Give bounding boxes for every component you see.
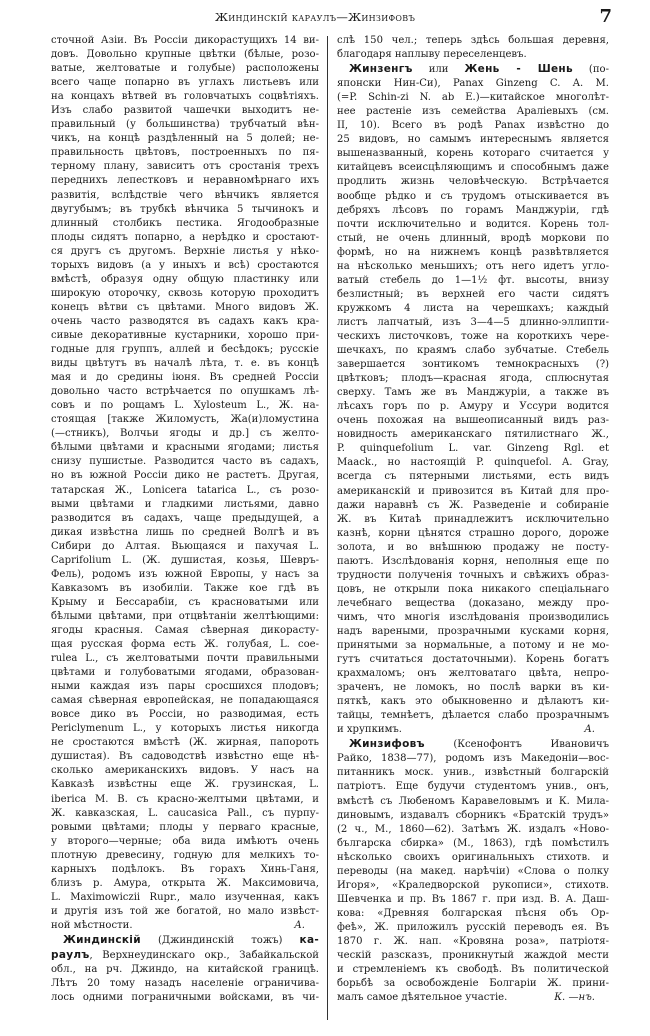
text-line: почти исключительно и водится. Корень тол- [337,218,609,230]
text-line: ческій разсказъ, проникнутый жаждой мести [337,950,609,962]
text-line: формѣ, но на нижнемъ концѣ развѣтвляется [337,246,609,258]
text-line: 25 видовъ, но самымъ интереснымъ является [337,134,609,146]
text-line: феѣ», Ж. приложилъ русскій переводъ ея. Въ [337,921,609,933]
text-line: Изъ слабо развитой чашечки выходитъ не- [51,105,319,117]
text-line: и другія изъ той же богатой, но мало извѣст- [51,905,319,917]
text-line: (=P. Schin-zi N. ab E.)—китайское многолѣт- [337,92,609,104]
text-line: виды цвѣтутъ въ началѣ лѣта, т. е. въ концѣ [51,358,319,370]
column-divider [327,36,328,1020]
text-line: сколько американскихъ видовъ. У насъ на [51,765,319,777]
text-line: питанникъ моск. унив., извѣстный болгарскій [337,767,609,779]
text-line: лось одними пограничными войсками, въ чи- [51,992,319,1004]
text-line: българска сбирка» (М., 1863), гдѣ помѣстилъ [337,837,609,849]
text-line: чимъ, что многія изслѣдованія производились [337,611,609,623]
text-line: чикъ, на концѣ раздѣленный на 5 долей; не- [51,133,319,145]
text-line: щая русская форма есть Ж. голубая, L. coe- [51,639,319,651]
text-line: цвѣтами и голубоватыми ягодами, образован- [51,667,319,679]
entry-last-text: малъ самое дѣятельное участіе. [337,992,508,1004]
text-line: кружкомъ 4 листа на черешкахъ; каждый [337,302,609,314]
text-line: снизу пушистые. Разводится часто въ садахъ, [51,456,319,468]
text-line: ягоды красныя. Самая сѣверная дикорасту- [51,624,319,636]
text-line: безлистный; въ верхней его части сидятъ [337,288,609,300]
left-column-text [51,34,319,919]
text-line: мая и до средины іюня. Въ средней Россіи [51,372,319,384]
text-line: не сростаются вмѣстѣ (Ж. жирная, папороть [51,737,319,749]
author-signature: А. [294,919,305,931]
text-line: конецъ вѣтви съ цвѣтами. Много видовъ Ж. [51,301,319,313]
text-line: самая сѣверная европейская, не попадающаяся [51,695,319,707]
text-line: дикая извѣстна лишь по средней Волгѣ и въ [51,526,319,538]
headword-part: раулъ [51,949,90,962]
headword: Жинзенгъ [349,63,413,76]
text-line: ся другъ съ другомъ. Верхніе листья у нѣко- [51,245,319,257]
text-line: вообще рѣдко и съ трудомъ отыскивается въ [337,190,609,202]
text-line: японски Нин-Си), Panax Ginzeng C. A. M. [337,78,609,90]
headword-part: ка- [299,934,319,946]
text-line: цовъ, не открыли пока никакого спеціальнаго [337,583,609,595]
text-line: татарская Ж., Lonicera tatarica L., съ розо- [51,484,319,496]
continued-last-line: благодаря наплыву переселенцевъ. [337,49,527,61]
text-line: цвѣтковъ; плодъ—красная ягода, сплюснутая [337,373,609,385]
text-line: диновымъ, издавалъ сборникъ «Братскій трудъ» [337,809,609,821]
text-line: L. Maximowiczii Rupr., мало изученная, какъ [51,891,319,903]
entry-end-line [337,723,609,737]
text-line: американскій и привозится въ Китай для про- [337,485,609,497]
text-line: вовсе дико въ Россіи, но разводимая, есть [51,709,319,721]
text-line: плотную древесину, годную для мелкихъ то- [51,849,319,861]
text-line: ватые, желтоватые и голубые) расположены [51,63,319,75]
entry-zhinzifov-text [337,752,609,991]
text-line: у второго—черные; оба вида имѣютъ очень [51,835,319,847]
text-line: всегда съ пятерными листьями, есть видъ [337,471,609,483]
text-line: длинный столбикъ пестика. Ягодообразные [51,217,319,229]
text-line: надъ вареными, прозрачными кусками корня, [337,625,609,637]
text-line: выми цвѣтами и гладкими листьями, давно [51,498,319,510]
text-line: двугубымъ; въ трубкѣ вѣнчика 5 тычинокъ и [51,203,319,215]
text-line: дебряхъ лѣсовъ по горамъ Манджуріи, гдѣ [337,204,609,216]
entry-text: (по- [572,64,609,76]
text-line: Сибири до Алтая. Вьющаяся и пахучая L. [51,540,319,552]
running-head: Жиндинскій караулъ—Жинзифовъ [215,10,416,24]
headword-variant: (Джиндинскій тожъ) [140,935,300,946]
text-line: Ж. въ Китаѣ принадлежитъ исключительно [337,513,609,525]
entry-last-text: и хрупкимъ. [337,724,402,736]
left-column [51,34,319,1005]
text-line: rulea L., съ желтоватыми почти правильными [51,653,319,665]
entry-end-line [337,991,609,1005]
text-line: кова: «Древняя болгарская пѣсня объ Ор- [337,907,609,919]
entry-zhindinsky-text [51,963,319,1005]
text-line: всего чаще попарно въ углахъ листьевъ или [51,77,319,89]
text-line: трудности полученія точныхъ и свѣжихъ образ- [337,569,609,581]
entry-zhindinsky-second-line [51,948,319,963]
text-line: стый, не очень длинный, вродѣ моркови по [337,232,609,244]
entry-text: (Ксенофонтъ Ивановичъ [424,739,609,751]
text-line: слѣ 150 чел.; теперь здѣсь большая деревня, [337,35,609,46]
text-line: торыхъ видовъ (а у иныхъ и всѣ) сростаются [51,259,319,271]
headword-connector: или [412,64,465,76]
right-column [337,34,609,1005]
text-line: Ж. кавказская, L. caucasica Pall., съ пурпу- [51,807,319,819]
text-line: душистая). Въ садоводствѣ извѣстно еще нѣ- [51,751,319,763]
text-line: Кавказѣ извѣстны еще Ж. грузинская, L. [51,779,319,791]
text-line: правильный (у большинства) трубчатый вѣн- [51,119,319,131]
headword-alt: Жень - Шень [464,63,573,76]
text-line: завершается зонтикомъ темнокрасныхъ (?) [337,359,609,371]
text-line: разводится въ садахъ, чаще предыдущей, а [51,512,319,524]
text-line: китайцевъ всеисцѣляющимъ и способнымъ даже [337,162,609,174]
text-line: сточной Азіи. Въ Россіи дикорастущихъ 14 ви- [51,35,319,46]
text-line: золота, и во внѣшнюю продажу не посту- [337,541,609,553]
entry-text: , Верхнеудинскаго окр., Забайкальской [89,950,319,962]
entry-ginseng-first-line [337,62,609,77]
text-line: пяткѣ, какъ это обыкновенно и дѣлаютъ ки- [337,696,609,708]
text-line: тайцы, темнѣетъ, дѣлается слабо прозрачнымъ [337,710,609,722]
text-line: довольно часто встрѣчается по опушкамъ лѣ- [51,386,319,398]
text-line: на нѣсколько меньшихъ; отъ него идетъ угло- [337,260,609,272]
text-line: Maack., но настоящій P. quinquefol. A. Gray, [337,457,609,469]
text-line: широкую оторочку, сквозь которую проходитъ [51,287,319,299]
text-line: Лѣтъ 20 тому назадъ населеніе ограничива- [51,978,319,990]
continued-text [337,34,609,48]
text-line: лѣсахъ горъ по р. Амуру и Уссури водится [337,401,609,413]
author-signature: К. —нъ. [554,992,595,1004]
text-line: Caprifolium L. (Ж. душистая, козья, Шевръ- [51,554,319,566]
entry-zhinzifov-first-line [337,737,609,752]
text-line: Фель), родомъ изъ южной Европы, у насъ за [51,568,319,580]
text-line: II, 10). Всего въ родѣ Panax извѣстно до [337,120,609,132]
text-line: совъ и по рощамъ L. Xylosteum L., Ж. на- [51,400,319,412]
text-line: Periclymenum L., у которыхъ листья никогда [51,723,319,735]
entry-zhindinsky-first-line [51,933,319,948]
text-line: iberica M. B. съ красно-желтыми цвѣтами, и [51,793,319,805]
author-signature: А. [584,724,595,736]
text-line: годные для группъ, аллей и бесѣдокъ; русскіе [51,344,319,356]
page-number: 7 [599,6,612,27]
text-line: продлить жизнь человѣческую. Встрѣчается [337,176,609,188]
text-line: переводы (на макед. нарѣчіи) «Слова о полку [337,865,609,877]
text-line: нее растеніе изъ семейства Араліевыхъ (см. [337,106,609,118]
text-line: Шевченка и пр. Въ 1867 г. при изд. В. А. Даш- [337,893,609,905]
headword: Жинзифовъ [349,738,425,751]
text-line: вмѣстѣ, образуя одну общую пластинку или [51,273,319,285]
text-line: Крыму и Бессарабіи, съ красноватыми или [51,596,319,608]
text-line: обл., на рч. Джиндо, на китайской границѣ. [51,964,319,976]
text-line: шечкахъ, по краямъ слабо зубчатые. Стебель [337,345,609,357]
text-line: и стремленіемъ къ свободѣ. Въ политической [337,964,609,976]
text-line: ческихъ листочковъ, тоже на короткихъ чере- [337,330,609,342]
text-line: сивые декоративные кустарники, хорошо при- [51,329,319,341]
text-line: вышеназванный, корень котораго считается у [337,148,609,160]
text-line: Игоря», «Краледворской рукописи», стихотв. [337,879,609,891]
text-line: развитія, вслѣдствіе чего вѣнчикъ является [51,189,319,201]
text-line: гутъ считаться достаточными). Корень богатъ [337,654,609,666]
text-line: патріотъ. Еще будучи студентомъ унив., онъ, [337,781,609,793]
entry-ginseng-text [337,77,609,723]
text-line: бѣлыми цвѣтами, при отцвѣтаніи желтѣющими: [51,610,319,622]
text-line: Райко, 1838—77), родомъ изъ Македоніи—вос- [337,753,609,765]
text-line: нѣсколько своихъ оригинальныхъ стихотв. и [337,851,609,863]
headword: Жиндинскій [63,934,141,946]
text-line: но въ южной Россіи дико не растетъ. Другая, [51,470,319,482]
text-line: близъ р. Амура, открыта Ж. Максимовича, [51,877,319,889]
text-line: P. quinquefolium L. var. Ginzeng Rgl. et [337,443,609,455]
text-line: 1870 г. Ж. нап. «Кровяна роза», патріотя- [337,936,609,947]
entry-last-text: ной мѣстности. [51,919,133,931]
text-line: казнѣ, корни цѣнятся страшно дорого, дороже [337,527,609,539]
text-line: сверху. Тамъ же въ Манджуріи, а также въ [337,387,609,399]
page-header [40,8,620,28]
text-line: правильность цвѣтовъ, построенныхъ по пя- [51,147,319,159]
text-line: дажи наравнѣ съ Ж. Разведеніе и собираніе [337,499,609,511]
text-line: бѣлыми цвѣтами и красными ягодами; листья [51,442,319,454]
text-line: зраченъ, не ломокъ, но послѣ варки въ ки- [337,682,609,694]
text-line: ными каждая изъ пары сросшихся плодовъ; [51,681,319,693]
text-line: стоящая [также Жиломусть, Жа(и)ломустина [51,414,319,426]
text-line: на концахъ вѣтвей въ головчатыхъ соцвѣтіяхъ. [51,91,319,103]
text-line: переднихъ лепестковъ и неравномѣрнаго ихъ [51,175,319,187]
entry-end-line [51,919,319,933]
text-line: (2 ч., М., 1860—62). Затѣмъ Ж. издалъ «Ново- [337,823,609,835]
text-line: ватый стебель до 1—1½ фт. высоты, внизу [337,274,609,286]
text-line: листъ лапчатый, изъ 3—4—5 длинно-эллипти- [337,316,609,328]
text-line: терному плану, зависитъ отъ сростанія трехъ [51,161,319,173]
text-line: очень похожая на вышеописанный видъ раз- [337,415,609,427]
text-line: ровыми цвѣтами; плоды у перваго красные, [51,821,319,833]
text-line: крахмаломъ; онъ желтоватаго цвѣта, непро- [337,668,609,680]
text-line: Кавказомъ въ изобиліи. Также кое гдѣ въ [51,582,319,594]
text-line: (—стникъ), Волчьи ягоды и др.] съ желто- [51,428,319,440]
text-line: борьбѣ за освобожденіе Болгаріи Ж. прини- [337,978,609,990]
text-line: карныхъ подѣлокъ. Въ горахъ Хинь-Ганя, [51,863,319,875]
text-line: плоды сидятъ попарно, а нерѣдко и сростают- [51,231,319,243]
text-line: вмѣстѣ съ Любеномъ Каравеловымъ и К. Мила- [337,795,609,807]
text-line: лечебнаго вещества (доказано, между про- [337,597,609,609]
text-line: очень часто разводятся въ садахъ какъ кра- [51,315,319,327]
text-line: новидность американскаго пятилистнаго Ж., [337,429,609,441]
text-line: довъ. Довольно крупные цвѣтки (бѣлые, розо- [51,49,319,61]
text-line: паютъ. Изслѣдованія корня, неполныя еще по [337,555,609,567]
text-line: принятыми за нормальные, а потому и не мо- [337,640,609,652]
